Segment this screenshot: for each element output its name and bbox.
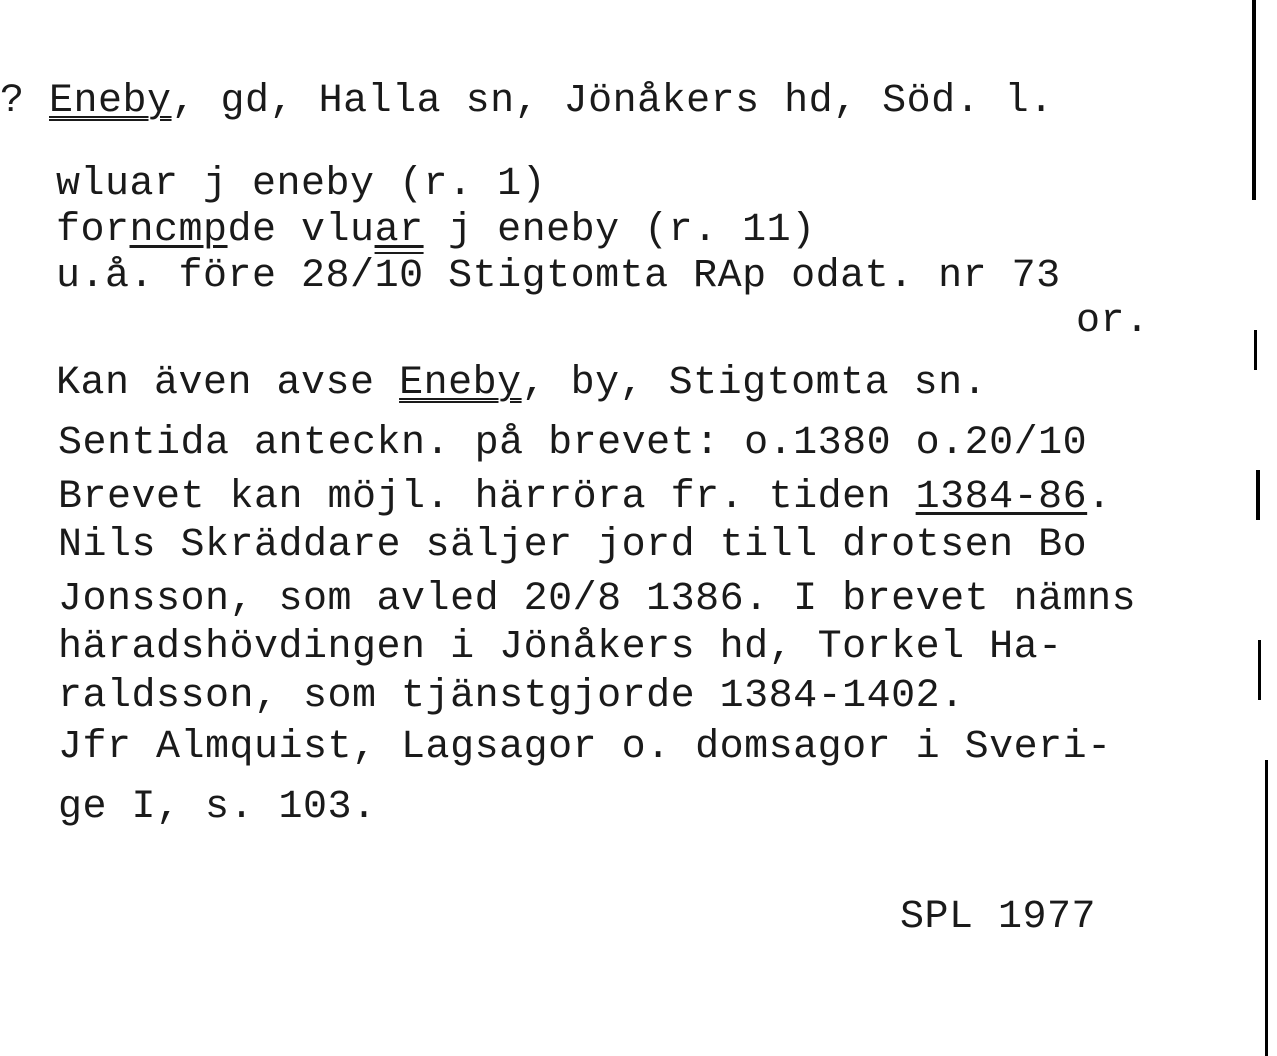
note-text: . xyxy=(1087,475,1112,520)
form-text-part: de vlu xyxy=(227,208,375,253)
archive-reference: Stigtomta RAp odat. nr 73 xyxy=(423,254,1061,299)
date-text: u.å. före 28/ xyxy=(56,254,375,299)
form-text: wluar j eneby (r. 1) xyxy=(56,162,547,207)
alternative-text: Kan även avse xyxy=(56,361,400,406)
header-line xyxy=(0,79,1054,124)
note-text: Brevet kan möjl. härröra fr. tiden xyxy=(58,475,916,520)
form-line-1 xyxy=(56,162,547,207)
note-line-7: Jfr Almquist, Lagsagor o. domsagor i Sveri- xyxy=(58,725,1112,770)
card-edge-mark xyxy=(1265,760,1268,1056)
card-edge-mark xyxy=(1254,330,1257,370)
form-text-underlined: ncmp xyxy=(129,208,228,253)
alternative-details: , by, Stigtomta sn. xyxy=(521,361,988,406)
note-line-4: Jonsson, som avled 20/8 1386. I brevet nämns xyxy=(58,577,1137,622)
note-line-1: Sentida anteckn. på brevet: o.1380 o.20/10 xyxy=(58,421,1088,466)
card-edge-mark xyxy=(1252,0,1256,200)
form-text-part: j eneby (r. 11) xyxy=(423,208,816,253)
signature: SPL 1977 xyxy=(900,895,1097,940)
note-line-5: häradshövdingen i Jönåkers hd, Torkel Ha- xyxy=(58,625,1063,670)
card-edge-mark xyxy=(1258,640,1261,700)
form-text-part: for xyxy=(56,208,130,253)
query-mark: ? xyxy=(0,79,50,124)
form-line-2 xyxy=(56,208,816,253)
note-line-8: ge I, s. 103. xyxy=(58,785,377,830)
note-line-6: raldsson, som tjänstgjorde 1384-1402. xyxy=(58,674,965,719)
or-note: or. xyxy=(1076,299,1150,344)
note-years: 1384-86 xyxy=(915,475,1088,520)
note-line-2 xyxy=(58,475,1112,520)
place-details: , gd, Halla sn, Jönåkers hd, Söd. l. xyxy=(171,79,1054,124)
alternative-line xyxy=(56,361,988,406)
place-name: Eneby xyxy=(49,79,172,124)
date-month: 10 xyxy=(374,254,424,299)
date-line xyxy=(56,254,1061,299)
alternative-place: Eneby xyxy=(399,361,522,406)
card-edge-mark xyxy=(1256,470,1260,520)
form-text-underlined: ar xyxy=(374,208,424,253)
note-line-3: Nils Skräddare säljer jord till drotsen Bo xyxy=(58,523,1088,568)
